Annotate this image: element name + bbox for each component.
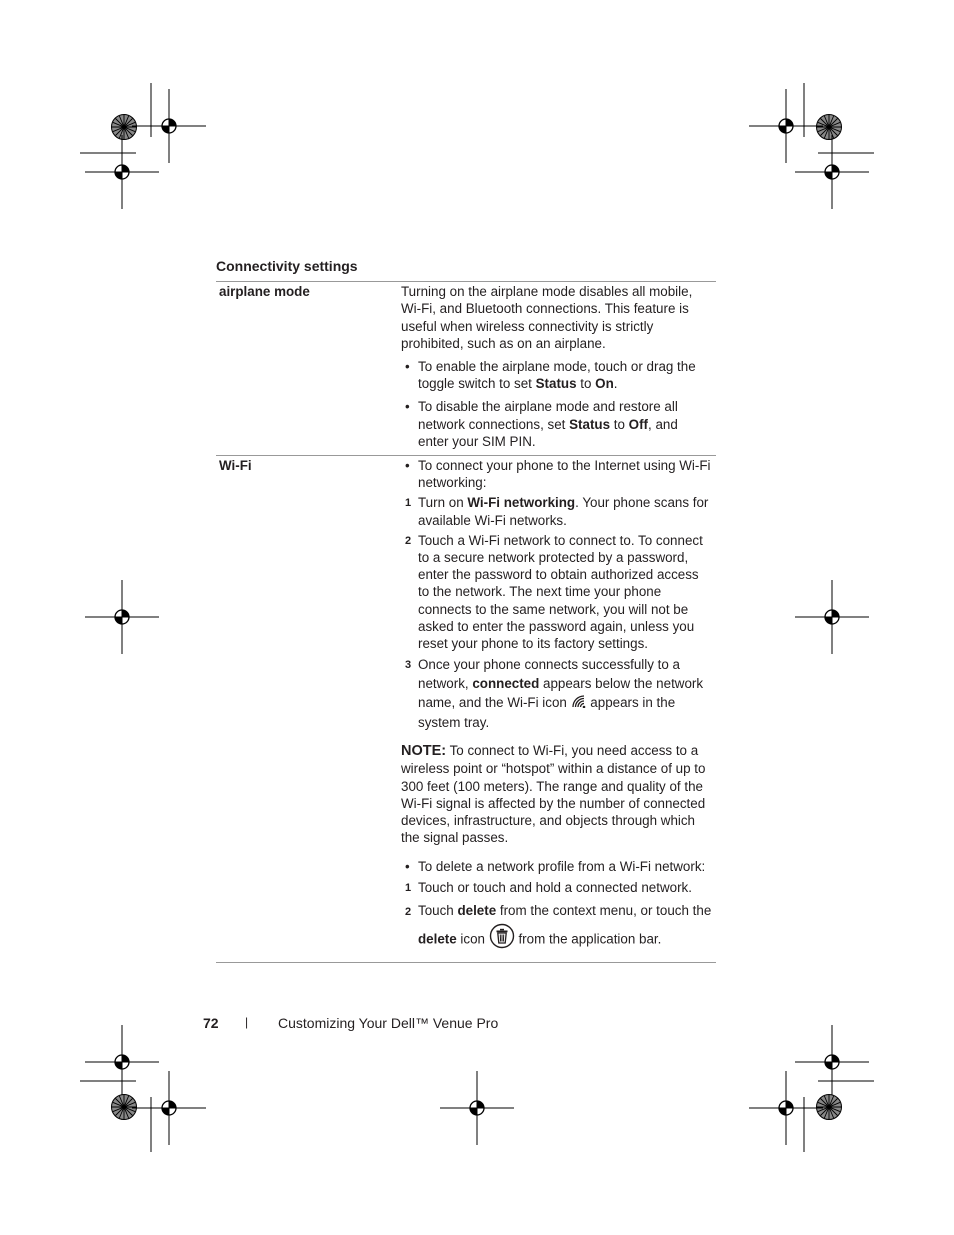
page-content xyxy=(216,258,716,963)
airplane-mode-intro: Turning on the airplane mode disables all mobile, Wi-Fi, and Bluetooth connections. This feature is useful when wireless connectivity is strictly prohibited, such as on an airplane. xyxy=(401,284,693,351)
wifi-delete-bullet: • To delete a network profile from a Wi-Fi network: xyxy=(401,858,712,875)
wifi-step-3: 3 Once your phone connects successfully to a network, connected appears below the network name, and the Wi-Fi icon appears in the system tray. xyxy=(405,657,704,731)
table-row-airplane-mode xyxy=(216,282,716,456)
wifi-step-1: 1 Turn on Wi-Fi networking. Your phone scans for available Wi-Fi networks. xyxy=(405,495,709,528)
setting-description-wifi xyxy=(397,456,716,963)
section-title: Connectivity settings xyxy=(216,258,358,274)
wifi-delete-step-1: 1 Touch or touch and hold a connected network. xyxy=(405,879,692,895)
connectivity-settings-table xyxy=(216,281,716,963)
wifi-connect-bullet: • To connect your phone to the Internet using Wi-Fi networking: xyxy=(401,457,712,491)
wifi-delete-step-2: 2 Touch delete from the context menu, or touch the delete icon from the application bar. xyxy=(401,899,712,957)
setting-description-airplane-mode xyxy=(397,282,716,456)
wifi-icon xyxy=(571,694,587,713)
setting-term-airplane-mode: airplane mode xyxy=(219,284,310,300)
footer-separator: | xyxy=(245,1015,249,1029)
table-row-wifi xyxy=(216,456,716,963)
airplane-enable-bullet: • To enable the airplane mode, touch or drag the toggle switch to set Status to On. xyxy=(401,358,712,392)
wifi-note: NOTE: To connect to Wi-Fi, you need access to a wireless point or “hotspot” within a distance of up to 300 feet (100 meters). The range and quality of the Wi-Fi signal is affected by the number of connected devices, infrastructure, and objects through which the signal passes. xyxy=(401,743,706,846)
page-number: 72 xyxy=(203,1015,219,1031)
footer-chapter-title: Customizing Your Dell™ Venue Pro xyxy=(278,1015,499,1031)
setting-term-wifi: Wi-Fi xyxy=(216,456,397,963)
trash-icon xyxy=(489,923,515,957)
airplane-disable-bullet: • To disable the airplane mode and restore all network connections, set Status to Off, and enter your SIM PIN. xyxy=(401,398,712,450)
wifi-step-2: 2 Touch a Wi-Fi network to connect to. To connect to a secure network protected by a password, enter the password to obtain authorized access to the network. The next time your phone connects to the same network, you will not be asked to enter the password again, unless you reset your phone to its factory settings. xyxy=(405,532,703,652)
